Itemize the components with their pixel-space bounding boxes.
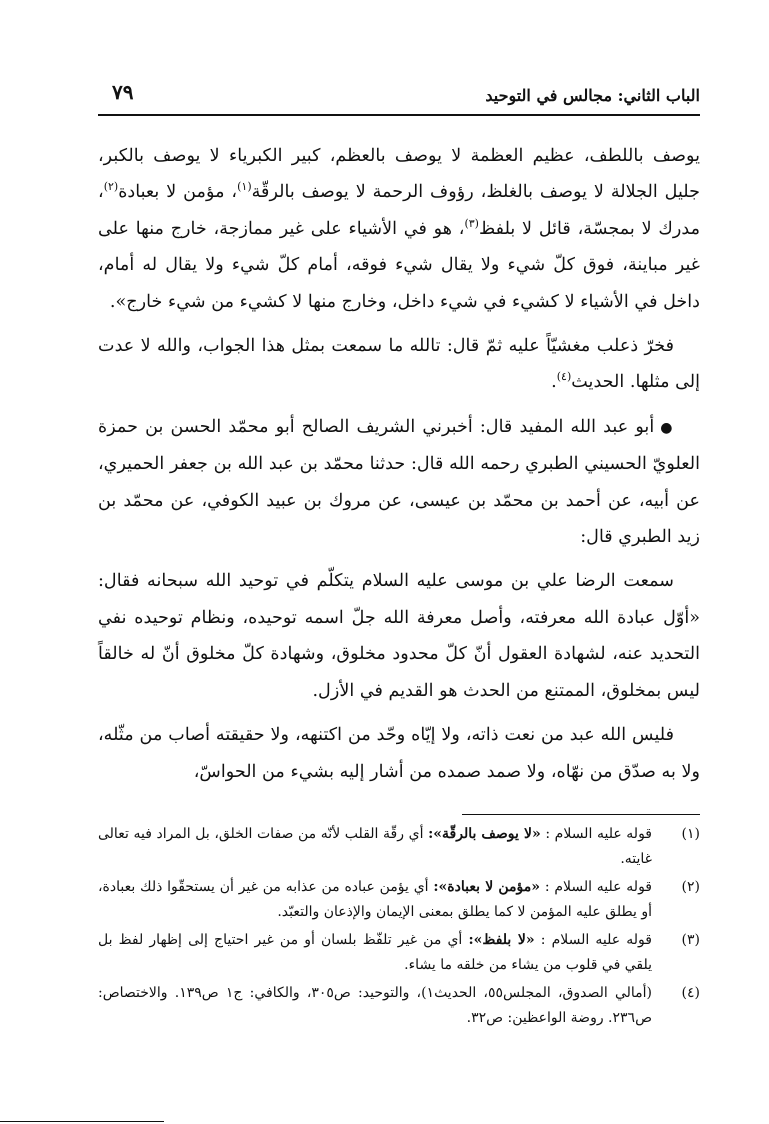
running-title: الباب الثاني: مجالس في التوحيد <box>485 86 700 105</box>
footnote-marker-1: (١) <box>237 180 252 194</box>
paragraph-3: ●أبو عبد الله المفيد قال: أخبرني الشريف الصالح أبو محمّد الحسن بن حمزة العلويّ الحسيني الطبري رحمه الله قال: حدثنا محمّد بن عبد الله بن جعفر الحميري، عن أبيه، عن أحمد بن محمّد بن عيسى، عن مروك بن عبيد الكوفي، عن محمّد بن زيد الطبري قال: <box>98 416 700 548</box>
footnote-marker-4: (٤) <box>556 370 572 384</box>
paragraph-4: سمعت الرضا علي بن موسى عليه السلام يتكلّم في توحيد الله سبحانه فقال: «أوّل عبادة الله معرفته، وأصل معرفة الله جلّ اسمه توحيده، ونظام توحيده نفي التحديد عنه، لشهادة العقول أنّ كلّ محدود مخلوق، وشهادة كلّ مخلوق أنّ له خالقاً ليس بمخلوق، الممتنع من الحدث هو القديم في الأزل. <box>98 571 700 701</box>
paragraph-2: فخرّ ذعلب مغشيّاً عليه ثمّ قال: تالله ما سمعت بمثل هذا الجواب، والله لا عدت إلى مثلها. الحديث$^{(٤)}$. <box>98 336 700 393</box>
paragraph-1: يوصف باللطف، عظيم العظمة لا يوصف بالعظم، كبير الكبرياء لا يوصف بالكبر، جليل الجلالة لا يوصف بالغلظ، رؤوف الرحمة لا يوصف بالرقّة$^{(١)}$، مؤمن لا بعبادة$^{(٢)}$، مدرك لا بمجسّة، قائل لا بلفظ$^{(٣)}$، هو في الأشياء على غير ممازجة، خارج منها على غير مباينة، فوق كلّ شيء ولا يقال شيء فوقه، أمام كلّ شيء ولا يقال له أمام، داخل في الأشياء لا كشيء في شيء داخل، وخارج منها لا كشيء من شيء خارج». <box>98 146 701 312</box>
footnote-number: ( ٤ ) <box>682 981 700 1006</box>
footnotes <box>98 822 700 1034</box>
bottom-edge-rule <box>0 1121 164 1122</box>
main-text <box>98 138 700 790</box>
footnote-number: ( ١ ) <box>682 822 700 847</box>
footnote-number: ( ٣ ) <box>682 928 700 953</box>
paragraph-5: فليس الله عبد من نعت ذاته، ولا إيّاه وحّد من اكتنهه، ولا حقيقته أصاب من مثّله، ولا به صدّق من نهّاه، ولا صمد صمده من أشار إليه بشيء من الحواسّ، <box>98 725 700 782</box>
page-header <box>98 78 700 116</box>
book-page <box>98 78 700 1098</box>
footnote-2: ( ٢ ) قوله عليه السلام : «مؤمن لا بعبادة»: أي يؤمن عباده من عذابه من غير أن يستحقّوا ذلك بعبادة، أو يطلق عليه المؤمن لا كما يطلق بمعنى الإيمان والإذعان والتعبّد. <box>98 875 700 924</box>
bullet-icon: ● <box>660 419 674 436</box>
footnote-3: ( ٣ ) قوله عليه السلام : «لا بلفظ»: أي من غير تلفّظ بلسان أو من غير احتياج إلى إظهار لفظ بل يلقي في قلوب من يشاء من خلقه ما يشاء. <box>98 928 700 977</box>
footnote-separator <box>462 814 700 815</box>
footnote-4: ( ٤ ) (أمالي الصدوق، المجلس٥٥، الحديث١)، والتوحيد: ص٣٠٥، والكافي: ج١ ص١٣٩. والاختصاص: ص٢٣٦. روضة الواعظين: ص٣٢. <box>98 981 700 1030</box>
footnote-number: ( ٢ ) <box>682 875 700 900</box>
footnote-marker-3: (٣) <box>464 216 479 230</box>
footnote-1: ( ١ ) قوله عليه السلام : «لا يوصف بالرقّة»: أي رقّة القلب لأنّه من صفات الخلق، بل المراد فيه تعالى غايته. <box>98 822 700 871</box>
footnote-marker-2: (٢) <box>103 180 119 194</box>
page-number: ٧٩ <box>112 80 134 104</box>
